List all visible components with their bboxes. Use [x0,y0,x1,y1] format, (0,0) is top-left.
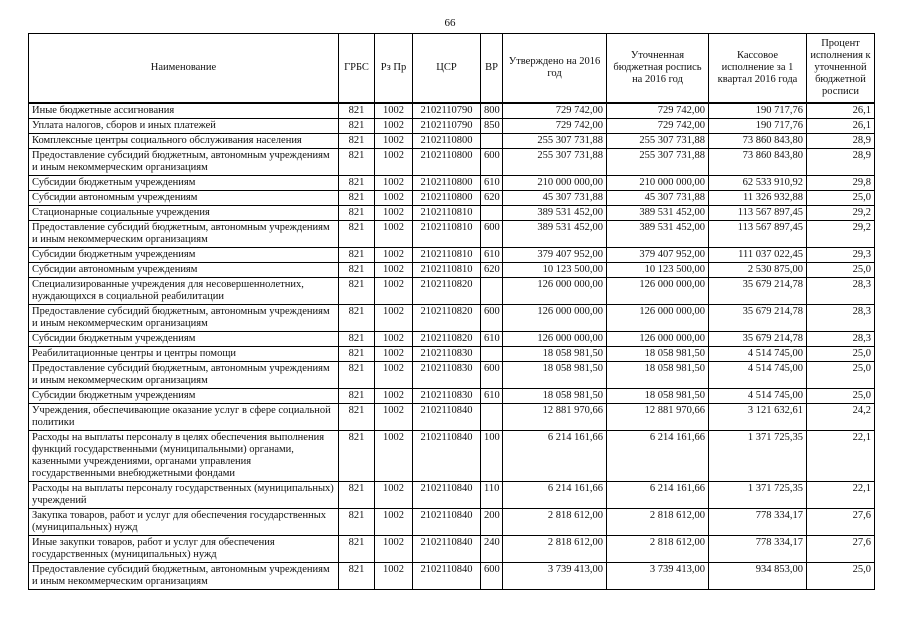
cell-name: Расходы на выплаты персоналу в целях обеспечения выполнения функций государственными (муниципальными) органами, казенными учреждениями, органами управления государственными внебюджетными фондами [29,431,339,482]
cell-grbs: 821 [339,347,375,362]
header-csr: ЦСР [413,34,481,104]
cell-refined: 255 307 731,88 [607,149,709,176]
cell-percent: 29,2 [807,221,875,248]
cell-percent: 28,3 [807,305,875,332]
cell-grbs: 821 [339,305,375,332]
cell-vr [481,404,503,431]
cell-refined: 729 742,00 [607,103,709,119]
cell-grbs: 821 [339,191,375,206]
cell-name: Предоставление субсидий бюджетным, автономным учреждениям и иным некоммерческим организациям [29,149,339,176]
header-grbs: ГРБС [339,34,375,104]
cell-approved: 729 742,00 [503,103,607,119]
cell-vr: 100 [481,431,503,482]
cell-grbs: 821 [339,206,375,221]
cell-approved: 12 881 970,66 [503,404,607,431]
cell-rzpr: 1002 [375,305,413,332]
table-row [29,347,875,362]
cell-refined: 3 739 413,00 [607,563,709,590]
table-row [29,176,875,191]
cell-name: Стационарные социальные учреждения [29,206,339,221]
cell-approved: 6 214 161,66 [503,482,607,509]
cell-vr: 600 [481,563,503,590]
cell-grbs: 821 [339,248,375,263]
cell-approved: 2 818 612,00 [503,536,607,563]
cell-refined: 255 307 731,88 [607,134,709,149]
cell-vr: 610 [481,389,503,404]
table-row [29,305,875,332]
cell-percent: 24,2 [807,404,875,431]
cell-vr [481,206,503,221]
cell-approved: 126 000 000,00 [503,305,607,332]
cell-rzpr: 1002 [375,176,413,191]
cell-csr: 2102110810 [413,206,481,221]
cell-name: Комплексные центры социального обслуживания населения [29,134,339,149]
cell-percent: 28,9 [807,149,875,176]
table-row [29,191,875,206]
cell-csr: 2102110800 [413,191,481,206]
cell-name: Предоставление субсидий бюджетным, автономным учреждениям и иным некоммерческим организациям [29,221,339,248]
table-row [29,149,875,176]
cell-vr [481,134,503,149]
table-row [29,263,875,278]
cell-refined: 2 818 612,00 [607,536,709,563]
cell-rzpr: 1002 [375,221,413,248]
cell-approved: 379 407 952,00 [503,248,607,263]
cell-approved: 126 000 000,00 [503,332,607,347]
cell-cash: 4 514 745,00 [709,347,807,362]
cell-name: Субсидии автономным учреждениям [29,263,339,278]
cell-vr: 610 [481,332,503,347]
cell-name: Уплата налогов, сборов и иных платежей [29,119,339,134]
cell-percent: 28,9 [807,134,875,149]
cell-rzpr: 1002 [375,149,413,176]
cell-percent: 22,1 [807,482,875,509]
cell-name: Предоставление субсидий бюджетным, автономным учреждениям и иным некоммерческим организациям [29,563,339,590]
cell-approved: 255 307 731,88 [503,149,607,176]
cell-name: Реабилитационные центры и центры помощи [29,347,339,362]
table-row [29,134,875,149]
cell-grbs: 821 [339,362,375,389]
header-name: Наименование [29,34,339,104]
cell-grbs: 821 [339,563,375,590]
cell-vr [481,278,503,305]
cell-csr: 2102110790 [413,119,481,134]
cell-cash: 778 334,17 [709,536,807,563]
cell-csr: 2102110820 [413,332,481,347]
cell-approved: 126 000 000,00 [503,278,607,305]
table-row [29,119,875,134]
cell-cash: 35 679 214,78 [709,278,807,305]
cell-vr: 620 [481,263,503,278]
cell-percent: 27,6 [807,509,875,536]
cell-name: Учреждения, обеспечивающие оказание услуг в сфере социальной политики [29,404,339,431]
table-row [29,536,875,563]
cell-percent: 22,1 [807,431,875,482]
cell-rzpr: 1002 [375,191,413,206]
cell-grbs: 821 [339,332,375,347]
cell-approved: 10 123 500,00 [503,263,607,278]
cell-rzpr: 1002 [375,482,413,509]
table-row [29,404,875,431]
cell-percent: 29,3 [807,248,875,263]
cell-name: Специализированные учреждения для несовершеннолетних, нуждающихся в социальной реабилитации [29,278,339,305]
table-row [29,103,875,119]
cell-grbs: 821 [339,103,375,119]
cell-csr: 2102110800 [413,134,481,149]
cell-csr: 2102110820 [413,278,481,305]
cell-csr: 2102110830 [413,362,481,389]
cell-rzpr: 1002 [375,263,413,278]
cell-csr: 2102110840 [413,482,481,509]
cell-cash: 35 679 214,78 [709,332,807,347]
cell-refined: 2 818 612,00 [607,509,709,536]
cell-name: Закупка товаров, работ и услуг для обеспечения государственных (муниципальных) нужд [29,509,339,536]
cell-cash: 778 334,17 [709,509,807,536]
cell-percent: 28,3 [807,278,875,305]
header-refined: Уточненная бюджетная роспись на 2016 год [607,34,709,104]
cell-cash: 73 860 843,80 [709,134,807,149]
cell-refined: 126 000 000,00 [607,305,709,332]
cell-vr: 800 [481,103,503,119]
cell-approved: 2 818 612,00 [503,509,607,536]
cell-name: Субсидии бюджетным учреждениям [29,248,339,263]
cell-grbs: 821 [339,482,375,509]
cell-csr: 2102110840 [413,536,481,563]
cell-name: Иные закупки товаров, работ и услуг для обеспечения государственных (муниципальных) нужд [29,536,339,563]
cell-name: Предоставление субсидий бюджетным, автономным учреждениям и иным некоммерческим организациям [29,362,339,389]
cell-name: Иные бюджетные ассигнования [29,103,339,119]
cell-percent: 28,3 [807,332,875,347]
cell-rzpr: 1002 [375,119,413,134]
cell-cash: 2 530 875,00 [709,263,807,278]
cell-approved: 729 742,00 [503,119,607,134]
cell-rzpr: 1002 [375,431,413,482]
cell-vr: 600 [481,221,503,248]
cell-csr: 2102110800 [413,176,481,191]
cell-rzpr: 1002 [375,389,413,404]
budget-table [28,33,875,590]
cell-rzpr: 1002 [375,278,413,305]
table-row [29,482,875,509]
cell-percent: 26,1 [807,103,875,119]
cell-grbs: 821 [339,263,375,278]
cell-csr: 2102110810 [413,248,481,263]
cell-cash: 1 371 725,35 [709,482,807,509]
cell-cash: 190 717,76 [709,119,807,134]
cell-refined: 126 000 000,00 [607,332,709,347]
cell-refined: 10 123 500,00 [607,263,709,278]
cell-approved: 3 739 413,00 [503,563,607,590]
cell-name: Субсидии бюджетным учреждениям [29,332,339,347]
cell-refined: 729 742,00 [607,119,709,134]
cell-rzpr: 1002 [375,404,413,431]
cell-refined: 18 058 981,50 [607,389,709,404]
cell-grbs: 821 [339,149,375,176]
cell-csr: 2102110840 [413,563,481,590]
cell-vr: 850 [481,119,503,134]
cell-csr: 2102110840 [413,404,481,431]
cell-csr: 2102110840 [413,509,481,536]
cell-csr: 2102110810 [413,221,481,248]
header-percent: Процент исполнения к уточненной бюджетной росписи [807,34,875,104]
table-row [29,509,875,536]
table-body [29,103,875,590]
cell-refined: 389 531 452,00 [607,221,709,248]
cell-cash: 62 533 910,92 [709,176,807,191]
table-row [29,278,875,305]
cell-vr: 610 [481,176,503,191]
cell-csr: 2102110830 [413,389,481,404]
cell-vr: 600 [481,305,503,332]
cell-grbs: 821 [339,536,375,563]
cell-cash: 1 371 725,35 [709,431,807,482]
cell-csr: 2102110830 [413,347,481,362]
cell-refined: 12 881 970,66 [607,404,709,431]
cell-rzpr: 1002 [375,134,413,149]
cell-approved: 18 058 981,50 [503,389,607,404]
cell-percent: 25,0 [807,263,875,278]
cell-vr: 240 [481,536,503,563]
cell-percent: 26,1 [807,119,875,134]
cell-percent: 25,0 [807,362,875,389]
cell-vr: 600 [481,149,503,176]
cell-cash: 4 514 745,00 [709,362,807,389]
cell-csr: 2102110790 [413,103,481,119]
cell-refined: 45 307 731,88 [607,191,709,206]
cell-refined: 379 407 952,00 [607,248,709,263]
cell-grbs: 821 [339,509,375,536]
cell-grbs: 821 [339,404,375,431]
header-rzpr: Рз Пр [375,34,413,104]
cell-name: Предоставление субсидий бюджетным, автономным учреждениям и иным некоммерческим организациям [29,305,339,332]
cell-percent: 27,6 [807,536,875,563]
cell-cash: 3 121 632,61 [709,404,807,431]
table-row [29,563,875,590]
cell-refined: 6 214 161,66 [607,431,709,482]
cell-vr: 110 [481,482,503,509]
cell-approved: 18 058 981,50 [503,347,607,362]
cell-approved: 255 307 731,88 [503,134,607,149]
cell-approved: 6 214 161,66 [503,431,607,482]
cell-grbs: 821 [339,431,375,482]
cell-rzpr: 1002 [375,347,413,362]
cell-vr: 610 [481,248,503,263]
cell-rzpr: 1002 [375,103,413,119]
cell-refined: 126 000 000,00 [607,278,709,305]
cell-name: Субсидии бюджетным учреждениям [29,176,339,191]
cell-approved: 210 000 000,00 [503,176,607,191]
cell-cash: 113 567 897,45 [709,206,807,221]
cell-vr: 200 [481,509,503,536]
cell-rzpr: 1002 [375,332,413,347]
cell-percent: 29,8 [807,176,875,191]
cell-refined: 18 058 981,50 [607,362,709,389]
cell-percent: 29,2 [807,206,875,221]
table-row [29,362,875,389]
cell-rzpr: 1002 [375,509,413,536]
cell-approved: 18 058 981,50 [503,362,607,389]
cell-percent: 25,0 [807,347,875,362]
cell-cash: 35 679 214,78 [709,305,807,332]
cell-approved: 389 531 452,00 [503,221,607,248]
cell-percent: 25,0 [807,191,875,206]
cell-grbs: 821 [339,119,375,134]
cell-name: Субсидии автономным учреждениям [29,191,339,206]
cell-vr [481,347,503,362]
cell-csr: 2102110820 [413,305,481,332]
cell-grbs: 821 [339,389,375,404]
table-row [29,221,875,248]
cell-csr: 2102110840 [413,431,481,482]
cell-percent: 25,0 [807,563,875,590]
cell-csr: 2102110810 [413,263,481,278]
cell-rzpr: 1002 [375,248,413,263]
cell-cash: 4 514 745,00 [709,389,807,404]
cell-percent: 25,0 [807,389,875,404]
cell-grbs: 821 [339,221,375,248]
cell-name: Субсидии бюджетным учреждениям [29,389,339,404]
cell-refined: 18 058 981,50 [607,347,709,362]
table-row [29,332,875,347]
cell-rzpr: 1002 [375,536,413,563]
cell-approved: 389 531 452,00 [503,206,607,221]
cell-vr: 600 [481,362,503,389]
header-vr: ВР [481,34,503,104]
cell-rzpr: 1002 [375,206,413,221]
cell-refined: 6 214 161,66 [607,482,709,509]
cell-vr: 620 [481,191,503,206]
cell-cash: 190 717,76 [709,103,807,119]
table-row [29,206,875,221]
cell-rzpr: 1002 [375,362,413,389]
header-row [29,34,875,104]
cell-cash: 111 037 022,45 [709,248,807,263]
cell-cash: 11 326 932,88 [709,191,807,206]
cell-name: Расходы на выплаты персоналу государственных (муниципальных) учреждений [29,482,339,509]
cell-cash: 73 860 843,80 [709,149,807,176]
page-number: 66 [444,17,456,29]
cell-approved: 45 307 731,88 [503,191,607,206]
cell-refined: 389 531 452,00 [607,206,709,221]
header-approved: Утверждено на 2016 год [503,34,607,104]
cell-cash: 934 853,00 [709,563,807,590]
cell-csr: 2102110800 [413,149,481,176]
header-cash: Кассовое исполнение за 1 квартал 2016 года [709,34,807,104]
cell-refined: 210 000 000,00 [607,176,709,191]
table-row [29,248,875,263]
table-row [29,389,875,404]
cell-cash: 113 567 897,45 [709,221,807,248]
cell-grbs: 821 [339,134,375,149]
cell-grbs: 821 [339,278,375,305]
cell-grbs: 821 [339,176,375,191]
table-row [29,431,875,482]
cell-rzpr: 1002 [375,563,413,590]
